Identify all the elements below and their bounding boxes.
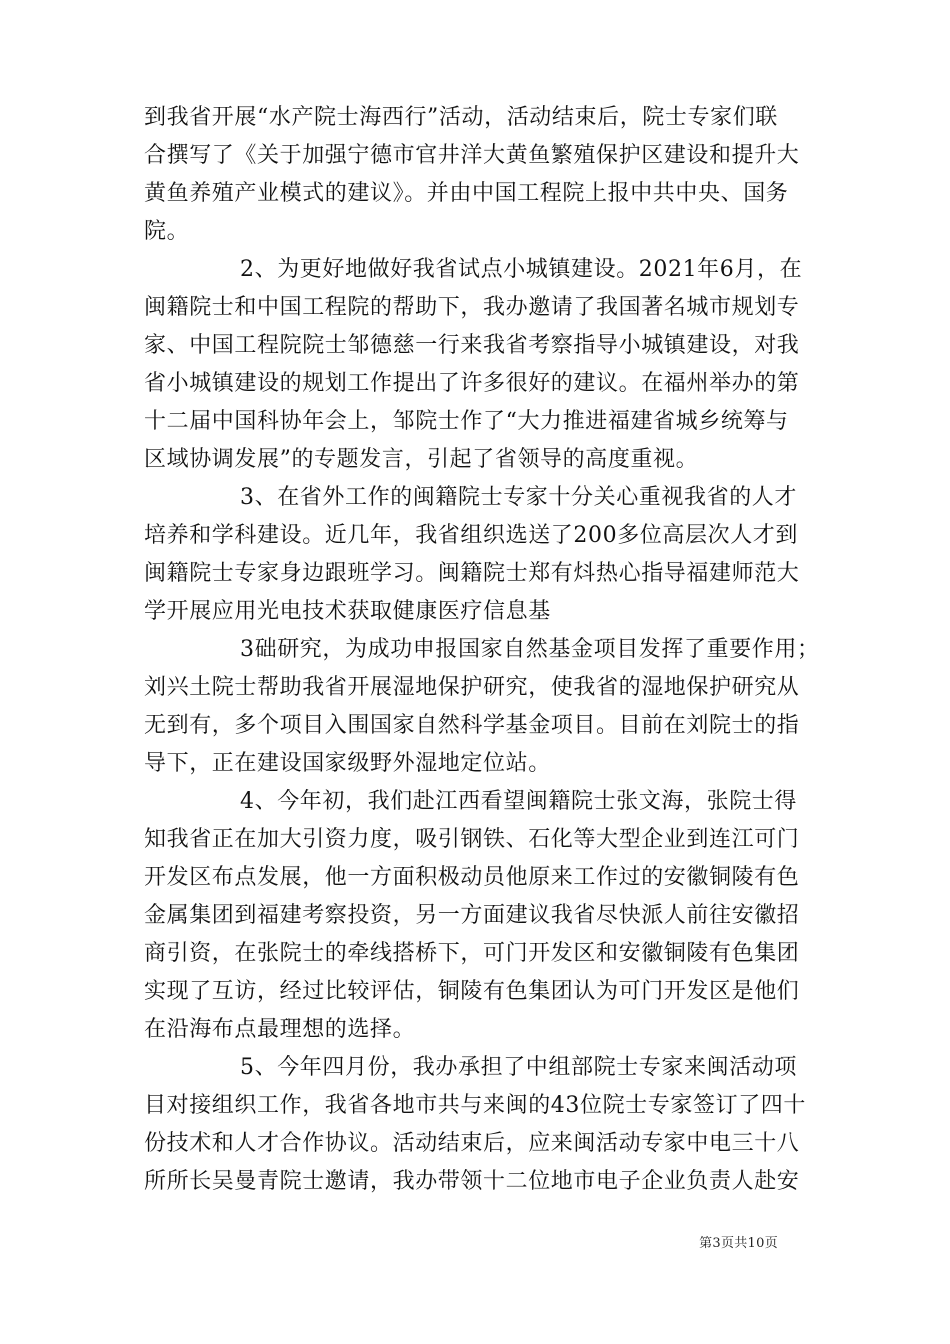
text-line: 无到有，多个项目入围国家自然科学基金项目。目前在刘院士的指 (144, 713, 800, 738)
text-line: 开发区布点发展，他一方面积极动员他原来工作过的安徽铜陵有色 (144, 865, 800, 890)
text-line: 实现了互访，经过比较评估，铜陵有色集团认为可门开发区是他们 (144, 979, 800, 1004)
text-line: 闽籍院士和中国工程院的帮助下，我办邀请了我国著名城市规划专 (144, 295, 800, 320)
text-line: 省小城镇建设的规划工作提出了许多很好的建议。在福州举办的第 (144, 371, 800, 396)
text-line: 院。 (144, 219, 190, 244)
paragraph-3-continued: 3础研究，为成功申报国家自然基金项目发挥了重要作用； (240, 637, 820, 662)
text-line: 刘兴土院士帮助我省开展湿地保护研究，使我省的湿地保护研究从 (144, 675, 800, 700)
paragraph-5-start: 5、今年四月份，我办承担了中组部院士专家来闽活动项 (240, 1055, 797, 1080)
text-line: 导下，正在建设国家级野外湿地定位站。 (144, 751, 551, 776)
text-line: 培养和学科建设。近几年，我省组织选送了200多位高层次人才到 (144, 523, 798, 548)
text-line: 所所长吴曼青院士邀请，我办带领十二位地市电子企业负责人赴安 (144, 1169, 800, 1194)
text-line: 在沿海布点最理想的选择。 (144, 1017, 416, 1042)
page-number-footer: 第3页共10页 (699, 1236, 778, 1251)
text-line: 份技术和人才合作协议。活动结束后，应来闽活动专家中电三十八 (144, 1131, 800, 1156)
text-line: 十二届中国科协年会上，邹院士作了“大力推进福建省城乡统筹与 (144, 409, 789, 434)
text-line: 学开展应用光电技术获取健康医疗信息基 (144, 599, 551, 624)
text-line: 商引资，在张院士的牵线搭桥下，可门开发区和安徽铜陵有色集团 (144, 941, 800, 966)
text-line: 知我省正在加大引资力度，吸引钢铁、石化等大型企业到连江可门 (144, 827, 800, 852)
paragraph-4-start: 4、今年初，我们赴江西看望闽籍院士张文海，张院士得 (240, 789, 797, 814)
text-line: 合撰写了《关于加强宁德市官井洋大黄鱼繁殖保护区建设和提升大 (144, 143, 800, 168)
text-line: 家、中国工程院院士邹德慈一行来我省考察指导小城镇建设，对我 (144, 333, 800, 358)
text-line: 闽籍院士专家身边跟班学习。闽籍院士郑有炓热心指导福建师范大 (144, 561, 800, 586)
text-line: 区域协调发展”的专题发言，引起了省领导的高度重视。 (144, 447, 699, 472)
paragraph-2-start: 2、为更好地做好我省试点小城镇建设。2021年6月，在 (240, 257, 803, 282)
text-line: 黄鱼养殖产业模式的建议》。并由中国工程院上报中共中央、国务 (144, 181, 789, 206)
paragraph-3-start: 3、在省外工作的闽籍院士专家十分关心重视我省的人才 (240, 485, 797, 510)
text-line: 金属集团到福建考察投资，另一方面建议我省尽快派人前往安徽招 (144, 903, 800, 928)
text-line: 到我省开展“水产院士海西行”活动，活动结束后，院士专家们联 (144, 105, 778, 130)
text-line: 目对接组织工作，我省各地市共与来闽的43位院士专家签订了四十 (144, 1093, 806, 1118)
